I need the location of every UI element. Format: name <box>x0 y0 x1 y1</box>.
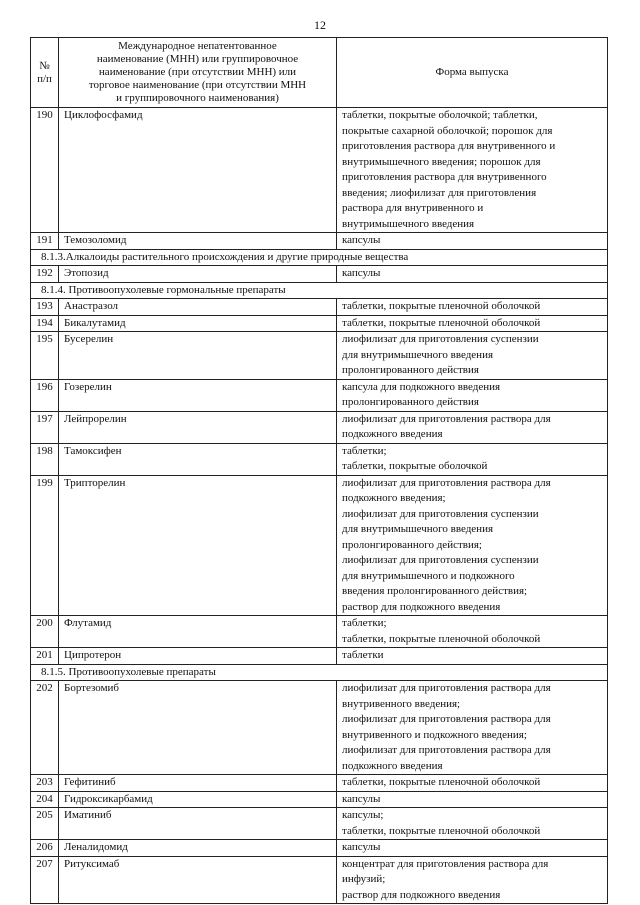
release-form-line: таблетки, покрытые пленочной оболочкой <box>342 632 541 645</box>
release-form <box>337 108 608 233</box>
table-row <box>31 266 608 283</box>
release-form <box>337 775 608 792</box>
row-number: 195 <box>31 332 59 380</box>
row-number: 207 <box>31 856 59 904</box>
row-number: 201 <box>31 648 59 665</box>
release-form-line: внутримышечного введения <box>342 217 475 230</box>
release-form-line: лиофилизат для приготовления суспензии <box>342 554 539 566</box>
release-form-line: раствор для подкожного введения <box>342 600 501 613</box>
release-form-line: капсулы <box>342 267 381 279</box>
release-form-line: приготовления раствора для внутривенного и <box>342 140 556 152</box>
release-form-line: лиофилизат для приготовления раствора для <box>342 476 551 489</box>
release-form-line: лиофилизат для приготовления раствора для <box>342 744 551 756</box>
section-row <box>31 282 608 299</box>
release-form-line: подкожного введения; <box>342 492 446 504</box>
table-row <box>31 411 608 443</box>
release-form-line: внутримышечного введения; порошок для <box>342 155 541 168</box>
release-form-line: пролонгированного действия <box>342 396 479 408</box>
release-form-line: лиофилизат для приготовления суспензии <box>342 507 539 520</box>
row-number: 191 <box>31 233 59 250</box>
release-form-line: таблетки, покрытые пленочной оболочкой <box>342 300 541 312</box>
release-form-line: пролонгированного действия; <box>342 538 482 551</box>
header-release-form: Форма выпуска <box>337 38 608 108</box>
release-form <box>337 808 608 840</box>
release-form-line: таблетки <box>342 649 384 661</box>
header-drug-name: Международное непатентованное наименование (МНН) или группировочное наименование (при отсутствии МНН) или торговое наименование (при отсутствии МНН и группировочного наименования) <box>59 38 337 108</box>
release-form-line: внутривенного введения; <box>342 697 461 710</box>
table-row <box>31 233 608 250</box>
drug-name: Бортезомиб <box>59 681 337 775</box>
release-form-line: лиофилизат для приготовления суспензии <box>342 333 539 345</box>
release-form-line: таблетки, покрытые оболочкой <box>342 460 488 472</box>
table-body <box>31 108 608 904</box>
section-title: 8.1.5. Противоопухолевые препараты <box>31 664 608 681</box>
release-form <box>337 315 608 332</box>
drug-name: Иматиниб <box>59 808 337 840</box>
release-form-line: капсулы <box>342 841 381 853</box>
page-number: 12 <box>314 18 326 32</box>
row-number: 198 <box>31 443 59 475</box>
row-number: 206 <box>31 840 59 857</box>
release-form <box>337 616 608 648</box>
row-number: 199 <box>31 475 59 616</box>
release-form <box>337 299 608 316</box>
row-number: 202 <box>31 681 59 775</box>
release-form <box>337 379 608 411</box>
release-form-line: раствора для внутривенного и <box>342 202 484 214</box>
row-number: 196 <box>31 379 59 411</box>
release-form-line: введения; лиофилизат для приготовления <box>342 186 537 199</box>
release-form-line: капсулы <box>342 792 381 805</box>
table-row <box>31 443 608 475</box>
section-title: 8.1.4. Противоопухолевые гормональные препараты <box>31 282 608 299</box>
row-number: 194 <box>31 315 59 332</box>
row-number: 193 <box>31 299 59 316</box>
release-form-line: таблетки, покрытые пленочной оболочкой <box>342 776 541 788</box>
release-form <box>337 411 608 443</box>
release-form-line: для внутримышечного введения <box>342 523 494 535</box>
release-form <box>337 233 608 250</box>
table-row <box>31 681 608 775</box>
row-number: 197 <box>31 411 59 443</box>
release-form-line: концентрат для приготовления раствора для <box>342 857 549 870</box>
drug-name: Ритуксимаб <box>59 856 337 904</box>
row-number: 205 <box>31 808 59 840</box>
drug-name: Циклофосфамид <box>59 108 337 233</box>
table-header-row <box>31 38 608 108</box>
release-form-line: пролонгированного действия <box>342 364 479 376</box>
drug-name: Флутамид <box>59 616 337 648</box>
drug-name: Лейпрорелин <box>59 411 337 443</box>
release-form-line: лиофилизат для приготовления раствора для <box>342 412 551 425</box>
release-form-line: таблетки, покрытые оболочкой; таблетки, <box>342 109 538 121</box>
section-row <box>31 664 608 681</box>
release-form-line: раствор для подкожного введения <box>342 888 501 901</box>
release-form-line: таблетки; <box>342 617 387 629</box>
table-row <box>31 299 608 316</box>
release-form-line: капсула для подкожного введения <box>342 380 501 393</box>
table-row <box>31 332 608 380</box>
release-form <box>337 681 608 775</box>
table-row <box>31 775 608 792</box>
drug-name: Леналидомид <box>59 840 337 857</box>
drug-name: Гозерелин <box>59 379 337 411</box>
table-row <box>31 856 608 904</box>
release-form-line: для внутримышечного введения <box>342 348 494 361</box>
release-form-line: подкожного введения <box>342 759 443 772</box>
drug-name: Этопозид <box>59 266 337 283</box>
row-number: 192 <box>31 266 59 283</box>
drug-name: Гидроксикарбамид <box>59 791 337 808</box>
release-form-line: лиофилизат для приготовления раствора для <box>342 682 551 694</box>
release-form <box>337 443 608 475</box>
drug-name: Бикалутамид <box>59 315 337 332</box>
row-number: 204 <box>31 791 59 808</box>
section-title: 8.1.3.Алкалоиды растительного происхождения и другие природные вещества <box>31 249 608 266</box>
drug-name: Анастразол <box>59 299 337 316</box>
release-form-line: таблетки; <box>342 444 387 457</box>
release-form-line: капсулы; <box>342 809 384 821</box>
release-form <box>337 791 608 808</box>
drug-name: Трипторелин <box>59 475 337 616</box>
release-form-line: капсулы <box>342 234 381 246</box>
release-form-line: таблетки, покрытые пленочной оболочкой <box>342 316 541 329</box>
release-form-line: внутривенного и подкожного введения; <box>342 728 527 741</box>
header-number: № п/п <box>31 38 59 108</box>
drug-name: Тамоксифен <box>59 443 337 475</box>
table-row <box>31 648 608 665</box>
table-row <box>31 315 608 332</box>
release-form-line: покрытые сахарной оболочкой; порошок для <box>342 124 553 137</box>
release-form-line: таблетки, покрытые пленочной оболочкой <box>342 824 541 837</box>
release-form-line: инфузий; <box>342 873 386 885</box>
release-form-line: для внутримышечного и подкожного <box>342 569 515 582</box>
section-row <box>31 249 608 266</box>
drug-name: Бусерелин <box>59 332 337 380</box>
release-form-line: введения пролонгированного действия; <box>342 585 528 597</box>
release-form <box>337 840 608 857</box>
release-form <box>337 332 608 380</box>
release-form-line: приготовления раствора для внутривенного <box>342 171 547 183</box>
table-row <box>31 108 608 233</box>
drug-registry-table <box>30 37 608 904</box>
table-row <box>31 616 608 648</box>
drug-name: Ципротерон <box>59 648 337 665</box>
release-form <box>337 648 608 665</box>
drug-name: Темозоломид <box>59 233 337 250</box>
table-row <box>31 840 608 857</box>
row-number: 203 <box>31 775 59 792</box>
drug-name: Гефитиниб <box>59 775 337 792</box>
row-number: 200 <box>31 616 59 648</box>
release-form <box>337 856 608 904</box>
release-form-line: лиофилизат для приготовления раствора для <box>342 713 551 725</box>
release-form <box>337 475 608 616</box>
table-row <box>31 475 608 616</box>
row-number: 190 <box>31 108 59 233</box>
table-row <box>31 791 608 808</box>
table-row <box>31 808 608 840</box>
release-form <box>337 266 608 283</box>
table-row <box>31 379 608 411</box>
release-form-line: подкожного введения <box>342 428 443 440</box>
